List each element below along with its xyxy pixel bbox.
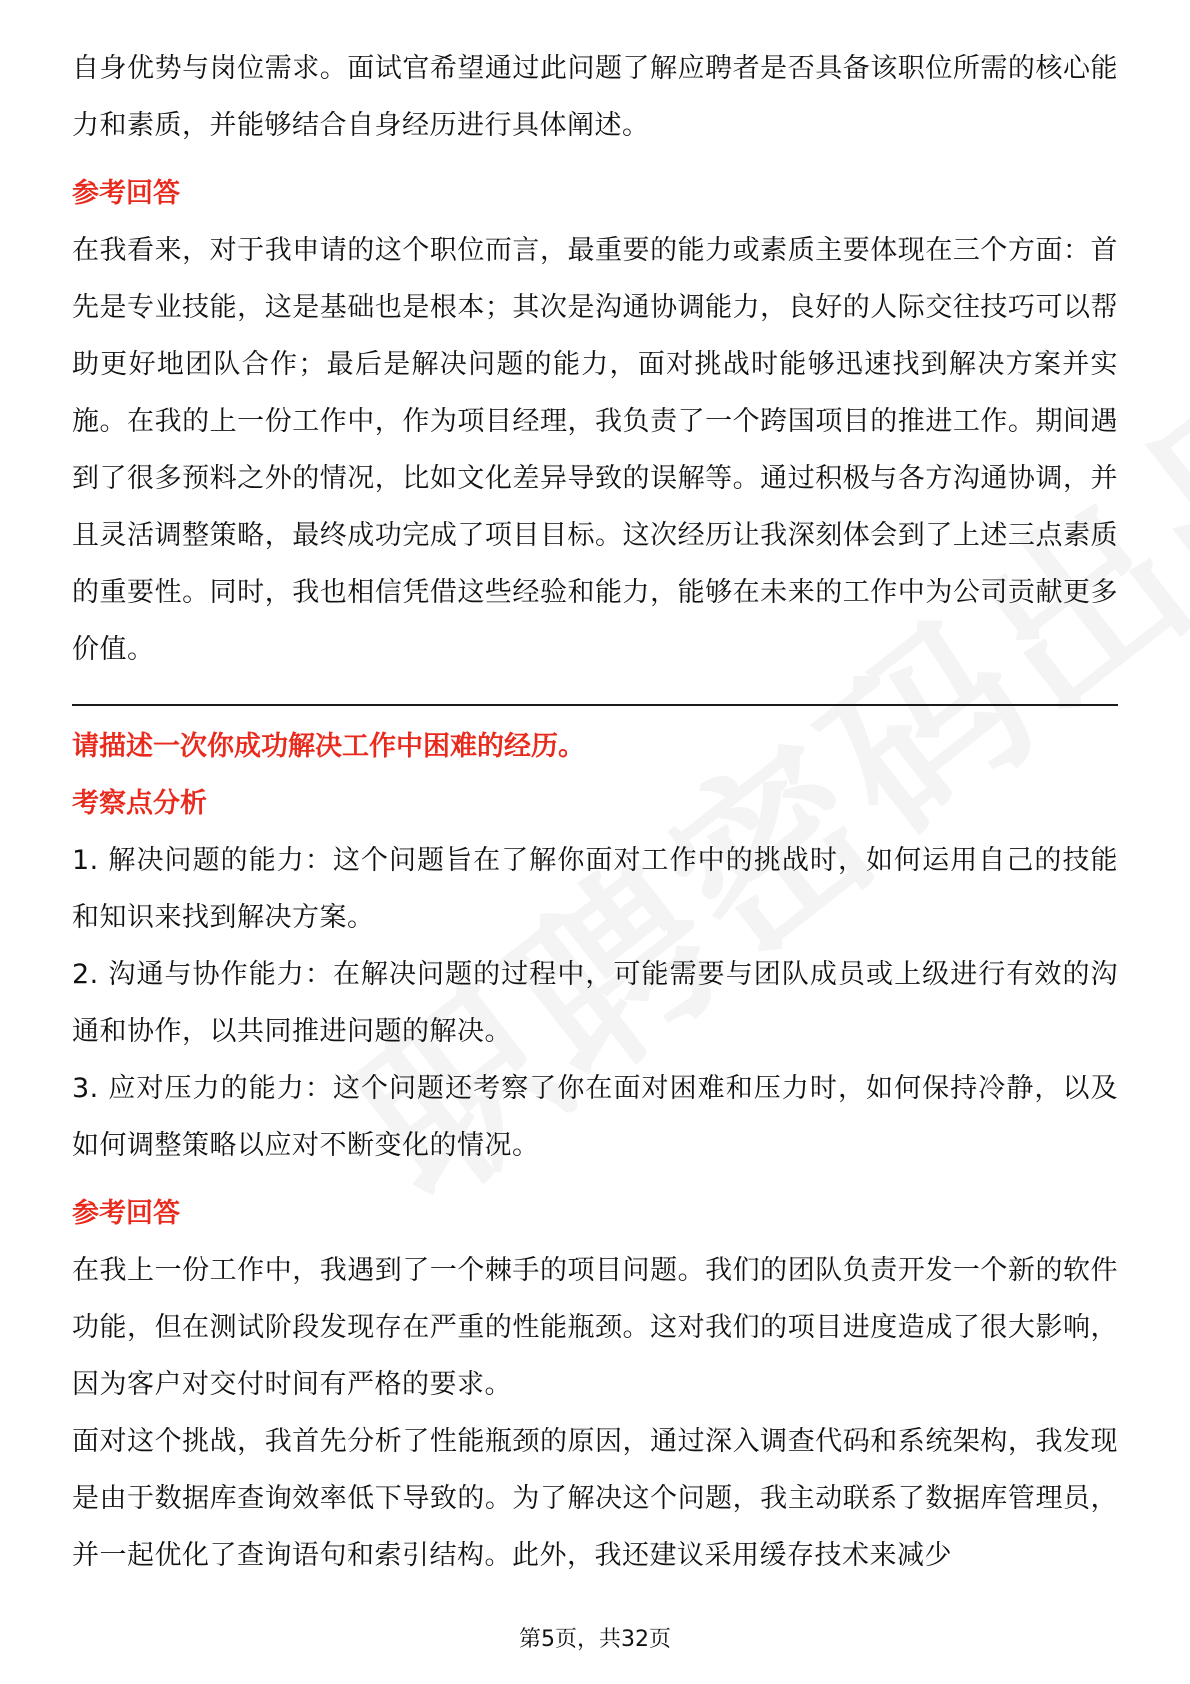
analysis-point: 2. 沟通与协作能力：在解决问题的过程中，可能需要与团队成员或上级进行有效的沟通和协作，以共同推进问题的解决。	[72, 959, 1118, 1047]
reference-answer-text: 在我看来，对于我申请的这个职位而言，最重要的能力或素质主要体现在三个方面：首先是专业技能，这是基础也是根本；其次是沟通协调能力，良好的人际交往技巧可以帮助更好地团队合作；最后是解决问题的能力，面对挑战时能够迅速找到解决方案并实施。在我的上一份工作中，作为项目经理，我负责了一个跨国项目的推进工作。期间遇到了很多预料之外的情况，比如文化差异导致的误解等。通过积极与各方沟通协调，并且灵活调整策略，最终成功完成了项目目标。这次经历让我深刻体会到了上述三点素质的重要性。同时，我也相信凭借这些经验和能力，能够在未来的工作中为公司贡献更多价值。	[72, 235, 1118, 665]
analysis-point: 3. 应对压力的能力：这个问题还考察了你在面对困难和压力时，如何保持冷静，以及如何调整策略以应对不断变化的情况。	[72, 1073, 1118, 1161]
reference-answer-heading: 参考回答	[72, 1198, 180, 1229]
answer-paragraph: 在我上一份工作中，我遇到了一个棘手的项目问题。我们的团队负责开发一个新的软件功能，但在测试阶段发现存在严重的性能瓶颈。这对我们的项目进度造成了很大影响，因为客户对交付时间有严格的要求。	[72, 1255, 1118, 1400]
page-number: 第5页，共32页	[519, 1627, 671, 1652]
analysis-point: 1. 解决问题的能力：这个问题旨在了解你面对工作中的挑战时，如何运用自己的技能和知识来找到解决方案。	[72, 845, 1118, 933]
section-divider	[72, 704, 1118, 706]
answer-paragraph: 面对这个挑战，我首先分析了性能瓶颈的原因，通过深入调查代码和系统架构，我发现是由于数据库查询效率低下导致的。为了解决这个问题，我主动联系了数据库管理员，并一起优化了查询语句和索引结构。此外，我还建议采用缓存技术来减少	[72, 1426, 1118, 1571]
document-page	[72, 40, 1118, 1584]
analysis-heading: 考察点分析	[72, 788, 207, 819]
reference-answer-heading: 参考回答	[72, 178, 180, 209]
question-title: 请描述一次你成功解决工作中困难的经历。	[72, 731, 585, 762]
analysis-tail-text: 自身优势与岗位需求。面试官希望通过此问题了解应聘者是否具备该职位所需的核心能力和素质，并能够结合自身经历进行具体阐述。	[72, 53, 1118, 141]
